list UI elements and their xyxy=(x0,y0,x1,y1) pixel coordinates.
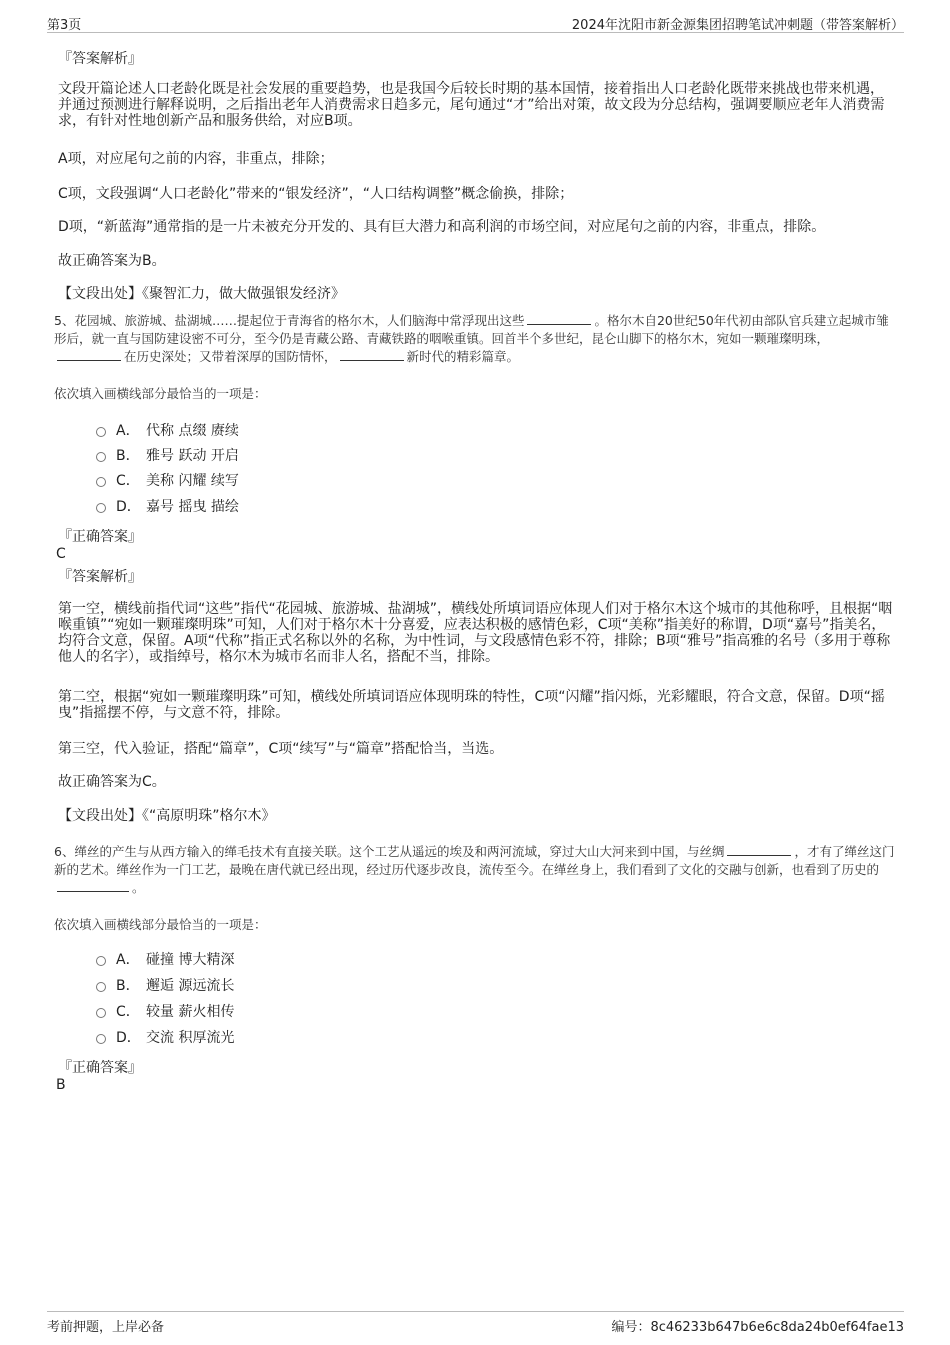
q5-prompt: 依次填入画横线部分最恰当的一项是： xyxy=(54,386,267,401)
page-header xyxy=(47,14,904,33)
q4-source: 【文段出处】《聚智汇力，做大做强银发经济》 xyxy=(58,286,345,302)
q6-stem: 6、缂丝的产生与从西方输入的缂毛技术有直接关联。这个工艺从遥远的埃及和两河流域，穿过大山大河来到中国，与丝绸 ，才有了缂丝这门新的艺术。缂丝作为一门工艺，最晚在唐代就已经出现，经过历代逐步改良，流传至今。在缂丝身上，我们看到了文化的交融与创新，也看到了历史的。 xyxy=(54,844,895,895)
q5-answer-label: 『正确答案』 xyxy=(58,529,142,545)
q6-option-c[interactable]: C． 较量 薪火相传 xyxy=(96,1002,234,1022)
q6-prompt: 依次填入画横线部分最恰当的一项是： xyxy=(54,917,267,932)
q5-option-a[interactable]: A． 代称 点缀 赓续 xyxy=(96,421,239,441)
radio-icon[interactable] xyxy=(96,503,106,513)
q5-conclusion: 故正确答案为C。 xyxy=(58,774,166,790)
q5-analysis-paragraph-1: 第一空，横线前指代词“这些”指代“花园城、旅游城、盐湖城”，横线处所填词语应体现人们对于格尔木这个城市的其他称呼，且根据“咽喉重镇”“宛如一颗璀璨明珠”可知，人们对于格尔木十分喜爱，应表达积极的感情色彩，C项“美称”指美好的称谓，D项“嘉号”指美名，均符合文意，保留。A项“代称”指正式名称以外的名称，为中性词，与文段感情色彩不符，排除；B项“雅号”指高雅的名号（多用于尊称他人的名字），或指绰号，格尔木为城市名而非人名，搭配不当，排除。 xyxy=(58,601,893,665)
page-footer xyxy=(47,1311,904,1335)
q6-option-b[interactable]: B． 邂逅 源远流长 xyxy=(96,976,234,996)
footer-slogan: 考前押题，上岸必备 xyxy=(47,1320,165,1335)
q6-option-d[interactable]: D． 交流 积厚流光 xyxy=(96,1028,234,1048)
q4-analysis-label: 『答案解析』 xyxy=(58,51,142,67)
radio-icon[interactable] xyxy=(96,452,106,462)
radio-icon[interactable] xyxy=(96,982,106,992)
q6-answer: B xyxy=(56,1077,66,1093)
q4-option-c-analysis: C项，文段强调“人口老龄化”带来的“银发经济”，“人口结构调整”概念偷换，排除； xyxy=(58,186,574,202)
q4-conclusion: 故正确答案为B。 xyxy=(58,253,166,269)
page-number: 第3页 xyxy=(47,18,82,33)
q4-option-d-analysis: D项，“新蓝海”通常指的是一片未被充分开发的、具有巨大潜力和高利润的市场空间，对应尾句之前的内容，非重点，排除。 xyxy=(58,219,826,235)
radio-icon[interactable] xyxy=(96,1034,106,1044)
radio-icon[interactable] xyxy=(96,477,106,487)
radio-icon[interactable] xyxy=(96,1008,106,1018)
document-id: 编号：8c46233b647b6e6c8da24b0ef64fae13 xyxy=(611,1320,904,1335)
q5-blank-2 xyxy=(57,348,121,361)
q5-analysis-label: 『答案解析』 xyxy=(58,569,142,585)
q5-answer: C xyxy=(56,546,66,562)
radio-icon[interactable] xyxy=(96,427,106,437)
q6-option-a[interactable]: A． 碰撞 博大精深 xyxy=(96,950,234,970)
document-title: 2024年沈阳市新金源集团招聘笔试冲刺题（带答案解析） xyxy=(571,18,904,33)
q5-source: 【文段出处】《“高原明珠”格尔木》 xyxy=(58,808,276,824)
q5-blank-3 xyxy=(340,348,404,361)
q6-answer-label: 『正确答案』 xyxy=(58,1060,142,1076)
q4-option-a-analysis: A项，对应尾句之前的内容，非重点，排除； xyxy=(58,151,334,167)
q5-blank-1 xyxy=(527,312,591,325)
q5-option-c[interactable]: C． 美称 闪耀 续写 xyxy=(96,471,239,491)
q5-stem: 5、花园城、旅游城、盐湖城……提起位于青海省的格尔木，人们脑海中常浮现出这些 。格尔木自20世纪50年代初由部队官兵建立起城市雏形后，就一直与国防建设密不可分，至今仍是青藏公路、青藏铁路的咽喉重镇。回首半个多世纪，昆仑山脚下的格尔木，宛如一颗璀璨明珠，在历史深处；又带着深厚的国防情怀， 新时代的精彩篇章。 xyxy=(54,313,889,364)
q6-blank-1 xyxy=(727,843,791,856)
q5-analysis-paragraph-2: 第二空，根据“宛如一颗璀璨明珠”可知，横线处所填词语应体现明珠的特性，C项“闪耀”指闪烁，光彩耀眼，符合文意，保留。D项“摇曳”指摇摆不停，与文意不符，排除。 xyxy=(58,689,885,721)
q4-analysis-text: 文段开篇论述人口老龄化既是社会发展的重要趋势，也是我国今后较长时期的基本国情，接着指出人口老龄化既带来挑战也带来机遇，并通过预测进行解释说明，之后指出老年人消费需求日趋多元，尾句通过“才”给出对策，故文段为分总结构，强调要顺应老年人消费需求，有针对性地创新产品和服务供给，对应B项。 xyxy=(58,81,885,129)
radio-icon[interactable] xyxy=(96,956,106,966)
q5-option-b[interactable]: B． 雅号 跃动 开启 xyxy=(96,446,239,466)
q5-option-d[interactable]: D． 嘉号 摇曳 描绘 xyxy=(96,497,239,517)
q6-blank-2 xyxy=(57,879,129,892)
q5-analysis-paragraph-3: 第三空，代入验证，搭配“篇章”，C项“续写”与“篇章”搭配恰当，当选。 xyxy=(58,741,504,757)
